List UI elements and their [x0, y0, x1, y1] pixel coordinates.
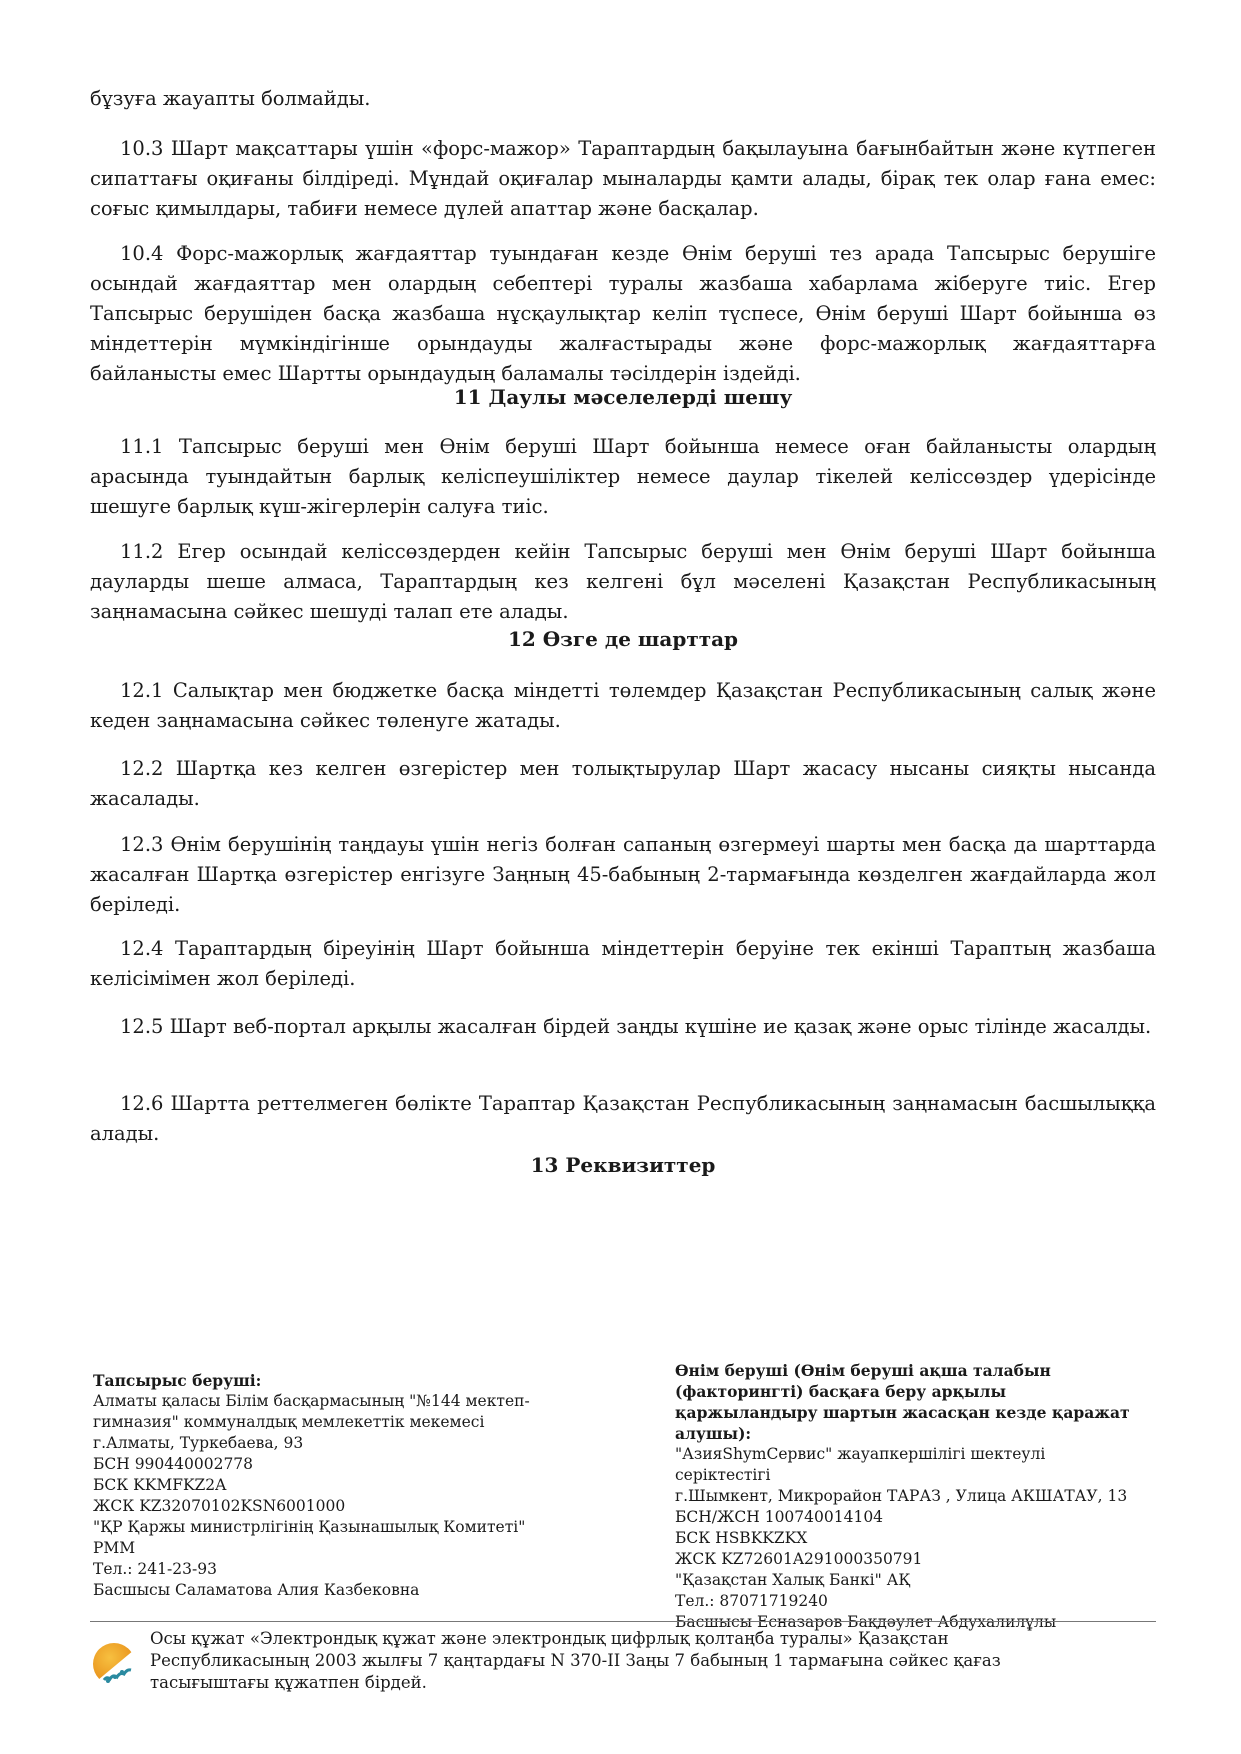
section-heading-11: 11 Даулы мәселелерді шешу	[453, 385, 793, 409]
supplier-title-line: Өнім беруші (Өнім беруші ақша талабын	[675, 1361, 1051, 1380]
supplier-line: серіктестігі	[675, 1466, 771, 1484]
paragraph-12-6: 12.6 Шартта реттелмеген бөлікте Тараптар Қазақстан Республикасының заңнамасын басшылыққа алады.	[90, 1092, 1156, 1145]
supplier-line: БСН/ЖСН 100740014104	[675, 1508, 884, 1526]
customer-line: БСК KKMFKZ2A	[93, 1476, 227, 1494]
footer-divider	[90, 1621, 1156, 1622]
customer-line: г.Алматы, Туркебаева, 93	[93, 1434, 304, 1452]
continuation-block	[90, 84, 1156, 114]
section-11-1-block	[90, 432, 1156, 522]
supplier-line: "Қазақстан Халық Банкі" АҚ	[675, 1571, 911, 1589]
section-12-1-block	[90, 676, 1156, 736]
supplier-line: Басшысы Есназаров Бақдәулет Абдухалилұлы	[675, 1613, 1057, 1631]
paragraph-continuation: бұзуға жауапты болмайды.	[90, 87, 371, 110]
section-13-heading-block	[90, 1150, 1156, 1180]
supplier-title-line: (факторингті) басқаға беру арқылы	[675, 1382, 1007, 1401]
customer-line: "ҚР Қаржы министрлігінің Қазынашылық Комитеті"	[93, 1518, 526, 1536]
customer-line: гимназия" коммуналдық мемлекеттік мекемесі	[93, 1413, 485, 1431]
footer-legal-note	[150, 1628, 1150, 1694]
supplier-title-line: алушы):	[675, 1424, 752, 1443]
customer-line: БСН 990440002778	[93, 1455, 254, 1473]
section-12-3-block	[90, 830, 1156, 920]
supplier-requisites	[675, 1360, 1130, 1633]
footer-line: тасығыштағы құжатпен бірдей.	[150, 1673, 427, 1692]
section-11-2-block	[90, 537, 1156, 627]
section-12-2-block	[90, 754, 1156, 814]
section-12-6-block	[90, 1089, 1156, 1149]
paragraph-12-1: 12.1 Салықтар мен бюджетке басқа міндетті төлемдер Қазақстан Республикасының салық және кеден заңнамасына сәйкес төленуге жатады.	[90, 679, 1156, 732]
paragraph-11-1: 11.1 Тапсырыс беруші мен Өнім беруші Шарт бойынша немесе оған байланысты олардың арасында туындайтын барлық келіспеушіліктер немесе даулар тікелей келіссөздер үдерісінде шешуге барлық күш-жігерлерін салуға тиіс.	[90, 435, 1156, 518]
customer-requisites	[93, 1370, 530, 1601]
footer-line: Республикасының 2003 жылғы 7 қаңтардағы N 370-II Заңы 7 бабының 1 тармағына сәйкес қағаз	[150, 1651, 1001, 1670]
paragraph-12-4: 12.4 Тараптардың біреуінің Шарт бойынша міндеттерін беруіне тек екінші Тараптың жазбаша келісімімен жол беріледі.	[90, 937, 1156, 990]
supplier-title-line: қаржыландыру шартын жасасқан кезде қаражат	[675, 1403, 1130, 1422]
supplier-line: г.Шымкент, Микрорайон ТАРАЗ , Улица АКШАТАУ, 13	[675, 1487, 1128, 1505]
section-heading-13: 13 Реквизиттер	[530, 1153, 716, 1177]
section-11-heading-block	[90, 382, 1156, 412]
customer-line: Басшысы Саламатова Алия Казбековна	[93, 1581, 420, 1599]
footer-line: Осы құжат «Электрондық құжат және электрондық цифрлық қолтаңба туралы» Қазақстан	[150, 1629, 949, 1648]
section-12-4-block	[90, 934, 1156, 994]
customer-line: ЖСК KZ32070102KSN6001000	[93, 1497, 346, 1515]
supplier-line: БСК HSBKKZKX	[675, 1529, 808, 1547]
paragraph-12-2: 12.2 Шартқа кез келген өзгерістер мен толықтырулар Шарт жасасу нысаны сияқты нысанда жасалады.	[90, 757, 1156, 810]
section-10-block	[90, 134, 1156, 224]
supplier-line: "АзияShymСервис" жауапкершілігі шектеулі	[675, 1445, 1046, 1463]
customer-line: Тел.: 241-23-93	[93, 1560, 217, 1578]
section-heading-12: 12 Өзге де шарттар	[507, 627, 739, 651]
customer-line: РММ	[93, 1539, 136, 1557]
egov-sun-logo-icon	[90, 1640, 138, 1688]
customer-title: Тапсырыс беруші:	[93, 1371, 262, 1390]
supplier-line: ЖСК KZ72601A291000350791	[675, 1550, 923, 1568]
section-12-5-block	[90, 1012, 1156, 1042]
paragraph-11-2: 11.2 Егер осындай келіссөздерден кейін Тапсырыс беруші мен Өнім беруші Шарт бойынша дауларды шеше алмаса, Тараптардың кез келгені бұл мәселені Қазақстан Республикасының заңнамасына сәйкес шешуді талап ете алады.	[90, 540, 1156, 623]
section-12-heading-block	[90, 624, 1156, 654]
paragraph-10-3: 10.3 Шарт мақсаттары үшін «форс-мажор» Тараптардың бақылауына бағынбайтын және күтпеген сипаттағы оқиғаны білдіреді. Мұндай оқиғалар мыналарды қамти алады, бірақ тек олар ғана емес: соғыс қимылдары, табиғи немесе дүлей апаттар және басқалар.	[90, 137, 1156, 220]
supplier-line: Тел.: 87071719240	[675, 1592, 828, 1610]
section-10-4-block	[90, 239, 1156, 389]
customer-line: Алматы қаласы Білім басқармасының "№144 мектеп-	[93, 1392, 530, 1410]
paragraph-10-4: 10.4 Форс-мажорлық жағдаяттар туындаған кезде Өнім беруші тез арада Тапсырыс берушіге осындай жағдаяттар мен олардың себептері туралы жазбаша хабарлама жіберуге тиіс. Егер Тапсырыс берушіден басқа жазбаша нұсқаулықтар келіп түспесе, Өнім беруші Шарт бойынша өз міндеттерін мүмкіндігінше орындауды жалғастырады және форс-мажорлық жағдаяттарға байланысты емес Шартты орындаудың баламалы тәсілдерін іздейді.	[90, 242, 1156, 385]
paragraph-12-5: 12.5 Шарт веб-портал арқылы жасалған бірдей заңды күшіне ие қазақ және орыс тілінде жасалды.	[120, 1015, 1152, 1038]
paragraph-12-3: 12.3 Өнім берушінің таңдауы үшін негіз болған сапаның өзгермеуі шарты мен басқа да шарттарда жасалған Шартқа өзгерістер енгізуге Заңның 45-бабының 2-тармағында көзделген жағдайларда жол беріледі.	[90, 833, 1156, 916]
